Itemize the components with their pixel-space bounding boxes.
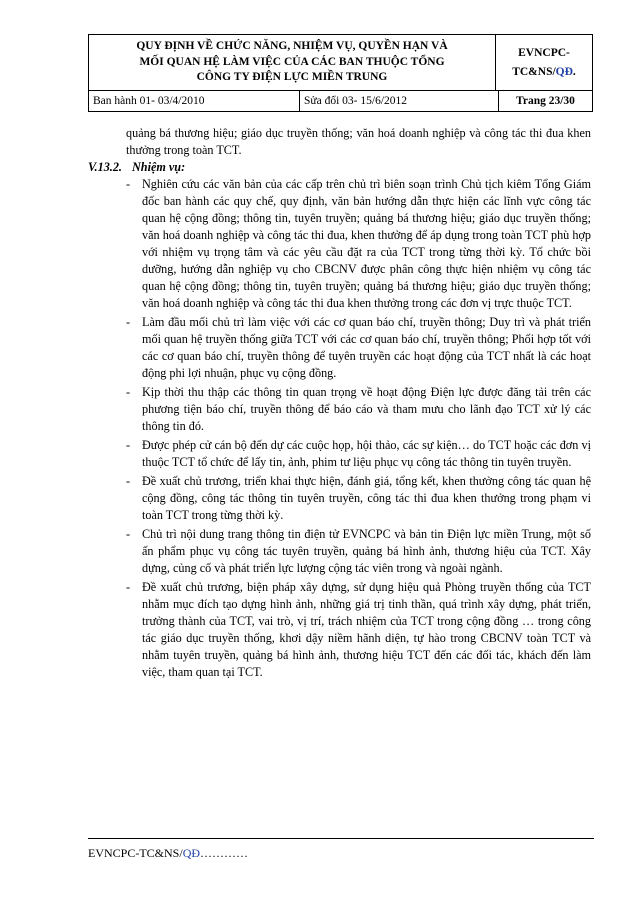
title-line-2: MỐI QUAN HỆ LÀM VIỆC CỦA CÁC BAN THUỘC TỔNG <box>139 55 445 68</box>
list-item-text: Được phép cử cán bộ đến dự các cuộc họp, hội thảo, các sự kiện… do TCT hoặc các đơn vị thuộc TCT tổ chức để lấy tin, ảnh, phim tư liệu phục vụ công tác thông tin tuyên truyền. <box>142 438 591 469</box>
footer-dots: ………… <box>200 846 249 860</box>
document-code-line-2 <box>496 63 592 82</box>
code-prefix: TC&NS/ <box>512 65 556 78</box>
document-code <box>496 35 593 91</box>
document-title <box>89 35 496 91</box>
list-item-text: Kịp thời thu thập các thông tin quan trọng về hoạt động Điện lực được đăng tải trên các phương tiện báo chí, truyền thông để báo cáo và tham mưu cho lãnh đạo TCT xử lý các thông tin đó. <box>142 385 591 433</box>
footer-qd: QĐ <box>182 846 201 860</box>
title-line-1: QUY ĐỊNH VỀ CHỨC NĂNG, NHIỆM VỤ, QUYỀN HẠN VÀ <box>136 40 448 53</box>
section-title: Nhiệm vụ: <box>131 160 186 174</box>
revised-date: Sửa đổi 03- 15/6/2012 <box>300 91 499 112</box>
document-header-table <box>88 34 593 91</box>
list-item: - Kịp thời thu thập các thông tin quan trọng về hoạt động Điện lực được đăng tải trên các phương tiện báo chí, truyền thông để báo cáo và tham mưu cho lãnh đạo TCT xử lý các thông tin đó. <box>126 385 591 433</box>
task-list <box>88 176 591 681</box>
list-item-text: Chủ trì nội dung trang thông tin điện tử EVNCPC và bản tin Điện lực miền Trung, một số ấn phẩm phục vụ công tác tuyên truyền, quảng bá hình ảnh, thương hiệu của TCT. Xây dựng, củng cố và phát triển lực lượng cộng tác viên trong và ngoài ngành. <box>142 527 591 575</box>
code-suffix: . <box>572 65 576 78</box>
footer-prefix: EVNCPC-TC&NS/ <box>88 846 183 860</box>
list-item-text: Làm đầu mối chủ trì làm việc với các cơ quan báo chí, truyền thông; Duy trì và phát triển mối quan hệ truyền thống giữa TCT với các cơ quan báo chí, truyền thông; Phối hợp tốt với các cơ quan báo chí, truyền thông để tuyên truyền các hoạt động của TCT nhất là các hoạt động phi lợi nhuận, phục vụ cộng đồng. <box>142 315 591 380</box>
list-item: - Chủ trì nội dung trang thông tin điện tử EVNCPC và bản tin Điện lực miền Trung, một số ấn phẩm phục vụ công tác tuyên truyền, quảng bá hình ảnh, thương hiệu của TCT. Xây dựng, củng cố và phát triển lực lượng cộng tác viên trong và ngoài ngành. <box>126 527 591 575</box>
document-body <box>88 125 591 683</box>
list-item-text: Nghiên cứu các văn bản của các cấp trên chủ trì biên soạn trình Chủ tịch kiêm Tổng Giám đốc ban hành các quy chế, quy định, văn bản hướng dẫn thực hiện các lĩnh vực công tác quan hệ cộng đồng; thông tin, tuyên truyền; quảng bá thương hiệu; giáo dục truyền thống; văn hoá doanh nghiệp và công tác thi đua, khen thưởng để áp dụng trong toàn TCT phù hợp với nhiệm vụ trọng tâm và các yêu cầu đặt ra của TCT trong từng thời kỳ. Tổ chức bồi dưỡng, hướng dẫn nghiệp vụ cho CBCNV được phân công thực hiện nhiệm vụ công tác quan hệ cộng đồng; thông tin, tuyên truyền; quảng bá thương hiệu; giáo dục truyền thống; văn hoá doanh nghiệp và công tác thi đua khen thưởng trong các đơn vị trực thuộc TCT. <box>142 177 591 310</box>
title-line-3: CÔNG TY ĐIỆN LỰC MIỀN TRUNG <box>196 71 388 84</box>
page-footer <box>88 846 248 861</box>
section-number: V.13.2. <box>88 160 122 174</box>
list-item: - Được phép cử cán bộ đến dự các cuộc họp, hội thảo, các sự kiện… do TCT hoặc các đơn vị thuộc TCT tổ chức để lấy tin, ảnh, phim tư liệu phục vụ công tác thông tin tuyên truyền. <box>126 438 591 469</box>
issued-date: Ban hành 01- 03/4/2010 <box>89 91 300 112</box>
document-code-line-1: EVNCPC- <box>518 46 570 59</box>
code-qd: QĐ <box>555 65 573 78</box>
list-item: - Nghiên cứu các văn bản của các cấp trên chủ trì biên soạn trình Chủ tịch kiêm Tổng Giám đốc ban hành các quy chế, quy định, văn bản hướng dẫn thực hiện các lĩnh vực công tác quan hệ cộng đồng; thông tin, tuyên truyền; quảng bá thương hiệu; giáo dục truyền thống; văn hoá doanh nghiệp và công tác thi đua, khen thưởng để áp dụng trong toàn TCT phù hợp với nhiệm vụ trọng tâm và các yêu cầu đặt ra của TCT trong từng thời kỳ. Tổ chức bồi dưỡng, hướng dẫn nghiệp vụ cho CBCNV được phân công thực hiện nhiệm vụ công tác quan hệ cộng đồng; thông tin, tuyên truyền; quảng bá thương hiệu; giáo dục truyền thống; văn hoá doanh nghiệp và công tác thi đua khen thưởng trong các đơn vị trực thuộc TCT. <box>126 177 591 310</box>
section-heading <box>88 159 591 176</box>
list-item: - Đề xuất chủ trương, biện pháp xây dựng, sử dụng hiệu quả Phòng truyền thống của TCT nhằm mục đích tạo dựng hình ảnh, những giá trị tinh thần, quá trình xây dựng, phát triển, trưởng thành của TCT, vai trò, vị trí, trách nhiệm của TCT trong cộng đồng … trong công tác giáo dục truyền thống, khơi dậy niềm hãnh diện, tự hào trong CBCNV toàn TCT và nhằm tuyên truyền, quảng bá hình ảnh, thương hiệu TCT đến các đối tác, khách đến làm việc, tham quan tại TCT. <box>126 580 591 679</box>
list-item-text: Đề xuất chủ trương, triển khai thực hiện, đánh giá, tổng kết, khen thưởng công tác quan hệ cộng đồng, công tác thông tin tuyên truyền, công tác thi đua khen thưởng trong phạm vi toàn TCT trong từng thời kỳ. <box>142 474 591 522</box>
page-number: Trang 23/30 <box>499 91 593 112</box>
list-item-text: Đề xuất chủ trương, biện pháp xây dựng, sử dụng hiệu quả Phòng truyền thống của TCT nhằm mục đích tạo dựng hình ảnh, những giá trị tinh thần, quá trình xây dựng, phát triển, trưởng thành của TCT, vai trò, vị trí, trách nhiệm của TCT trong cộng đồng … trong công tác giáo dục truyền thống, khơi dậy niềm hãnh diện, tự hào trong CBCNV toàn TCT và nhằm tuyên truyền, quảng bá hình ảnh, thương hiệu TCT đến các đối tác, khách đến làm việc, tham quan tại TCT. <box>142 580 591 679</box>
footer-divider <box>88 838 594 839</box>
document-meta-table <box>88 90 593 112</box>
list-item: - Làm đầu mối chủ trì làm việc với các cơ quan báo chí, truyền thông; Duy trì và phát triển mối quan hệ truyền thống giữa TCT với các cơ quan báo chí, truyền thông; Phối hợp tốt với các cơ quan báo chí, truyền thông để tuyên truyền các hoạt động của TCT nhất là các hoạt động phi lợi nhuận, phục vụ cộng đồng. <box>126 315 591 380</box>
continuation-paragraph: quảng bá thương hiệu; giáo dục truyền thống; văn hoá doanh nghiệp và công tác thi đua khen thưởng trong toàn TCT. <box>126 126 591 157</box>
list-item: - Đề xuất chủ trương, triển khai thực hiện, đánh giá, tổng kết, khen thưởng công tác quan hệ cộng đồng, công tác thông tin tuyên truyền, công tác thi đua khen thưởng trong phạm vi toàn TCT trong từng thời kỳ. <box>126 474 591 522</box>
